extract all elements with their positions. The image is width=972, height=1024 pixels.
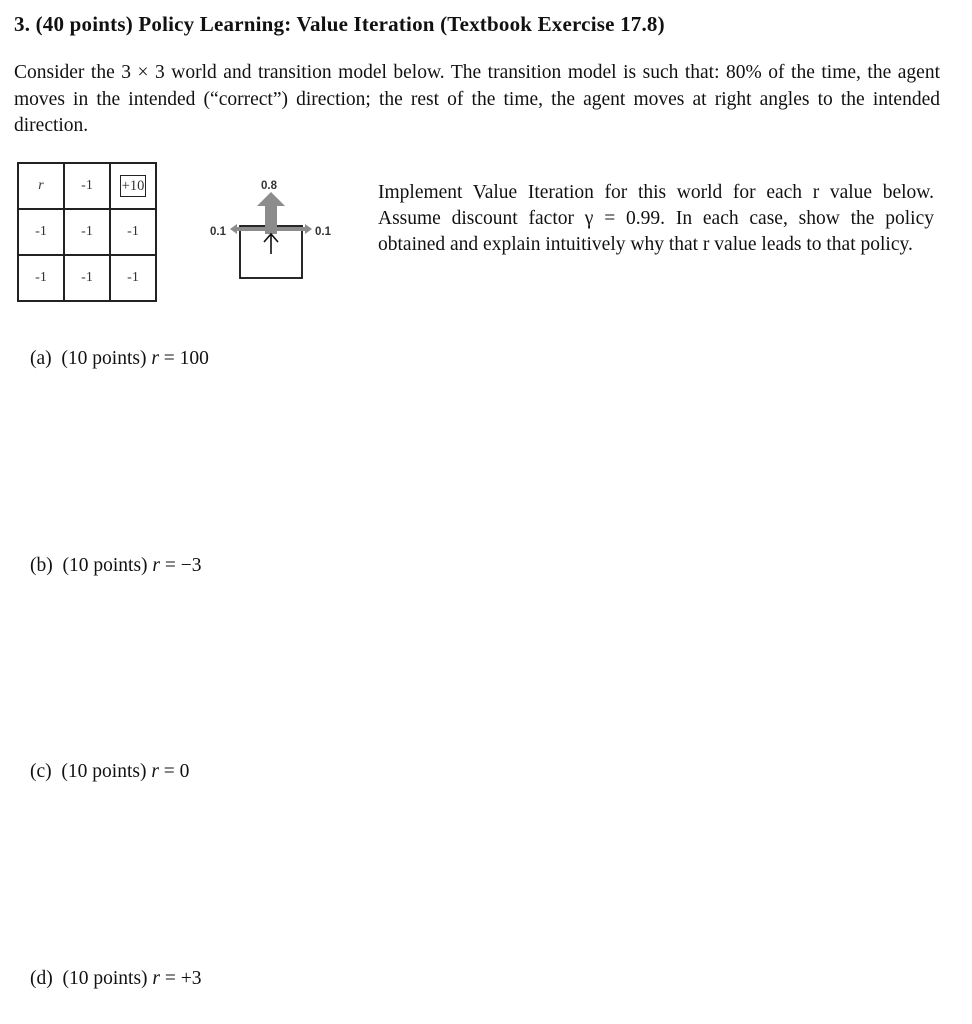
grid-cell: -1: [64, 209, 110, 255]
part-d: [30, 968, 202, 990]
grid-cell: -1: [18, 209, 64, 255]
part-variable: r: [152, 968, 161, 989]
grid-cell-start: r: [18, 163, 64, 209]
grid-cell: -1: [18, 255, 64, 301]
problem-intro: Consider the 3 × 3 world and transition model below. The transition model is such that: 80% of the time, the agent moves in the intended (“correct”) direction; the rest of the time, the agent moves at right angles to the intended direction.: [14, 62, 940, 136]
grid-cell: -1: [110, 209, 156, 255]
grid-row: [18, 209, 156, 255]
grid-cell: -1: [110, 255, 156, 301]
world-grid: [17, 162, 157, 302]
problem-heading: 3. (40 points) Policy Learning: Value Iteration (Textbook Exercise 17.8): [14, 12, 665, 36]
part-value: = 100: [163, 348, 209, 369]
grid-row: [18, 163, 156, 209]
part-points: (10 points): [61, 348, 147, 369]
part-a: [30, 348, 209, 370]
part-label: (c): [30, 761, 52, 782]
part-points: (10 points): [62, 555, 148, 576]
part-c: [30, 761, 189, 783]
prob-left: 0.1: [210, 226, 226, 238]
part-value: = 0: [163, 761, 190, 782]
grid-cell-goal: [110, 163, 156, 209]
part-value: = +3: [164, 968, 202, 989]
part-points: (10 points): [61, 761, 147, 782]
part-label: (a): [30, 348, 52, 369]
transition-model-diagram: [200, 172, 350, 282]
prob-forward: 0.8: [261, 180, 277, 192]
prob-right: 0.1: [315, 226, 331, 238]
grid-row: [18, 255, 156, 301]
part-variable: r: [152, 555, 161, 576]
grid-cell: -1: [64, 255, 110, 301]
instructions-text: Implement Value Iteration for this world for each r value below. Assume discount factor γ = 0.99. In each case, show the policy obtained and explain intuitively why that r value leads to that policy.: [378, 182, 934, 255]
part-b: [30, 555, 202, 577]
part-label: (b): [30, 555, 53, 576]
goal-reward-box: +10: [120, 175, 147, 197]
part-variable: r: [151, 348, 159, 369]
part-points: (10 points): [62, 968, 148, 989]
grid-cell: -1: [64, 163, 110, 209]
part-label: (d): [30, 968, 53, 989]
part-variable: r: [151, 761, 159, 782]
part-value: = −3: [164, 555, 202, 576]
